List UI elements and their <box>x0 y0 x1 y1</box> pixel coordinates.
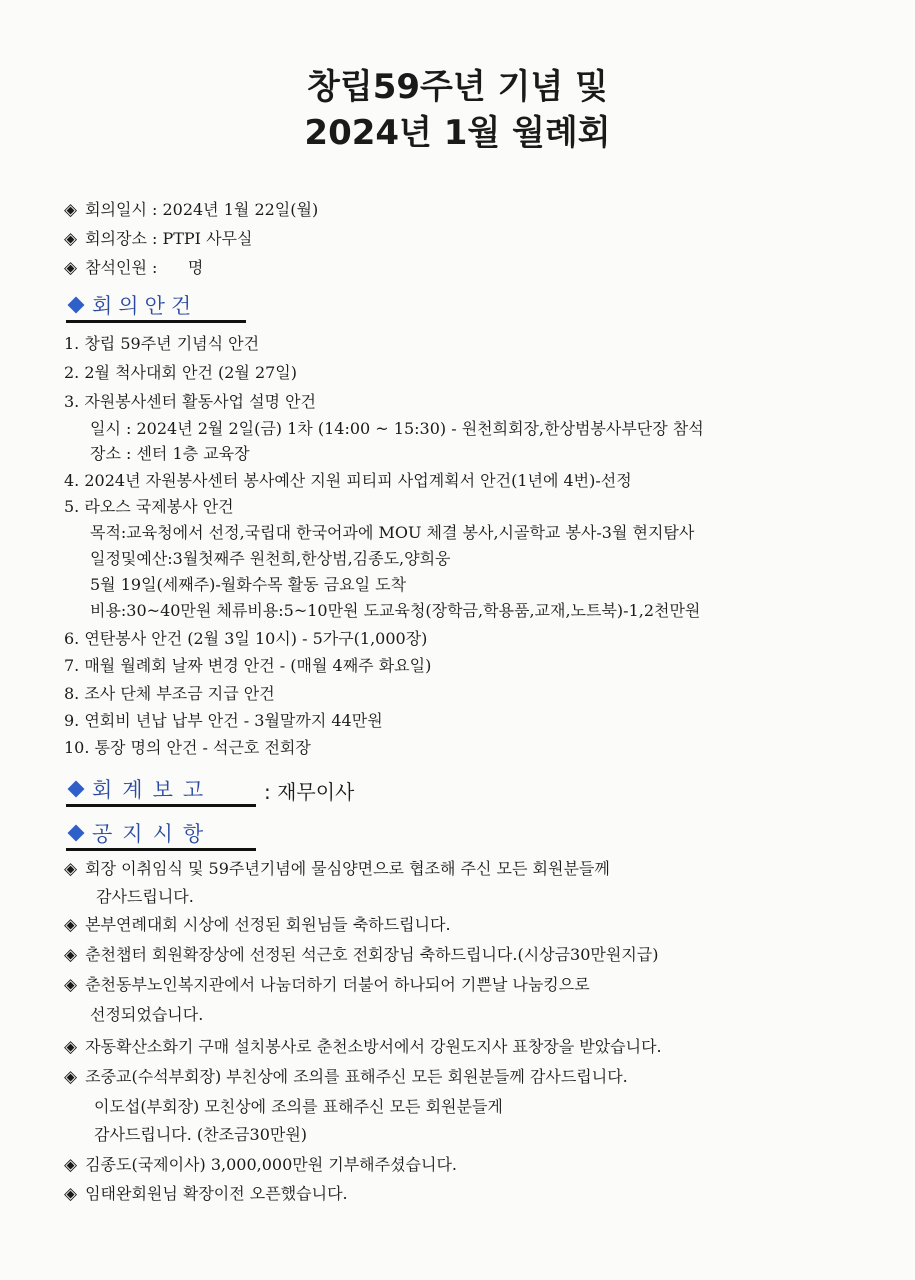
agenda-item: 8. 조사 단체 부조금 지급 안건 <box>64 684 275 703</box>
title-line-2: 2024년 1월 월례회 <box>304 113 611 153</box>
diamond-icon: ◈ <box>64 1067 78 1087</box>
heading-underline <box>66 848 256 851</box>
diamond-icon: ◈ <box>64 200 78 220</box>
notice-item: ◈ 춘천챕터 회원확장상에 선정된 석근호 전회장님 축하드립니다.(시상금30만원지급) <box>64 945 659 965</box>
diamond-bullet-icon <box>68 297 85 314</box>
agenda-subitem: 5월 19일(세째주)-월화수목 활동 금요일 도착 <box>90 575 407 594</box>
agenda-item: 7. 매월 월례회 날짜 변경 안건 - (매월 4째주 화요일) <box>64 656 432 675</box>
agenda-heading: 회의안건 <box>66 290 197 320</box>
diamond-icon: ◈ <box>64 975 78 995</box>
agenda-item: 4. 2024년 자원봉사센터 봉사예산 지원 피티피 사업계획서 안건(1년에 4번)-선정 <box>64 471 632 490</box>
agenda-subitem: 비용:30~40만원 체류비용:5~10만원 도교육청(장학금,학용품,교재,노트북)-1,2천만원 <box>90 601 701 620</box>
meeting-place: ◈ 회의장소 : PTPI 사무실 <box>64 229 253 249</box>
agenda-item: 5. 라오스 국제봉사 안건 <box>64 497 234 516</box>
heading-underline <box>66 804 256 807</box>
agenda-item: 9. 연회비 년납 납부 안건 - 3월말까지 44만원 <box>64 711 383 730</box>
notice-item: ◈ 자동확산소화기 구매 설치봉사로 춘천소방서에서 강원도지사 표창장을 받았습니다. <box>64 1037 662 1057</box>
heading-underline <box>66 320 246 323</box>
diamond-icon: ◈ <box>64 915 78 935</box>
agenda-item: 10. 통장 명의 안건 - 석근호 전회장 <box>64 738 311 757</box>
agenda-subitem: 일시 : 2024년 2월 2일(금) 1차 (14:00 ~ 15:30) - 원천희회장,한상범봉사부단장 참석 <box>90 419 704 438</box>
diamond-icon: ◈ <box>64 258 78 278</box>
agenda-subitem: 일정및예산:3월첫째주 원천희,한상범,김종도,양희웅 <box>90 549 451 568</box>
diamond-icon: ◈ <box>64 859 78 879</box>
agenda-item: 1. 창립 59주년 기념식 안건 <box>64 334 260 353</box>
agenda-item: 2. 2월 척사대회 안건 (2월 27일) <box>64 363 298 382</box>
notice-continuation: 이도섭(부회장) 모친상에 조의를 표해주신 모든 회원분들게 <box>94 1097 503 1116</box>
notice-continuation: 선정되었습니다. <box>90 1005 204 1024</box>
notice-item: ◈ 회장 이취임식 및 59주년기념에 물심양면으로 협조해 주신 모든 회원분들께 <box>64 859 610 879</box>
agenda-item: 6. 연탄봉사 안건 (2월 3일 10시) - 5가구(1,000장) <box>64 629 428 648</box>
agenda-subitem: 목적:교육청에서 선정,국립대 한국어과에 MOU 체결 봉사,시골학교 봉사-3월 현지탐사 <box>90 523 695 542</box>
diamond-icon: ◈ <box>64 229 78 249</box>
diamond-bullet-icon <box>68 781 85 798</box>
notice-continuation: 감사드립니다. (찬조금30만원) <box>94 1125 308 1144</box>
meeting-date: ◈ 회의일시 : 2024년 1월 22일(월) <box>64 200 319 220</box>
diamond-icon: ◈ <box>64 1184 78 1204</box>
diamond-icon: ◈ <box>64 945 78 965</box>
diamond-icon: ◈ <box>64 1155 78 1175</box>
accounting-heading: 회계보고 : 재무이사 <box>66 774 213 804</box>
agenda-item: 3. 자원봉사센터 활동사업 설명 안건 <box>64 392 316 411</box>
notice-item: ◈ 김종도(국제이사) 3,000,000만원 기부해주셨습니다. <box>64 1155 458 1175</box>
agenda-subitem: 장소 : 센터 1층 교육장 <box>90 444 250 463</box>
accounting-reporter: : 재무이사 <box>264 780 355 804</box>
meeting-attendees: ◈ 참석인원 : 명 <box>64 258 204 278</box>
notice-item: ◈ 본부연례대회 시상에 선정된 회원님들 축하드립니다. <box>64 915 451 935</box>
diamond-icon: ◈ <box>64 1037 78 1057</box>
notice-item: ◈ 조중교(수석부회장) 부친상에 조의를 표해주신 모든 회원분들께 감사드립니다. <box>64 1067 628 1087</box>
diamond-bullet-icon <box>68 825 85 842</box>
notice-item: ◈ 춘천동부노인복지관에서 나눔더하기 더불어 하나되어 기쁜날 나눔킹으로 <box>64 975 590 995</box>
title-line-1: 창립59주년 기념 및 <box>307 67 608 107</box>
notice-continuation: 감사드립니다. <box>96 887 194 906</box>
notice-item: ◈ 임태완회원님 확장이전 오픈했습니다. <box>64 1184 348 1204</box>
notices-heading: 공지시항 <box>66 818 213 848</box>
